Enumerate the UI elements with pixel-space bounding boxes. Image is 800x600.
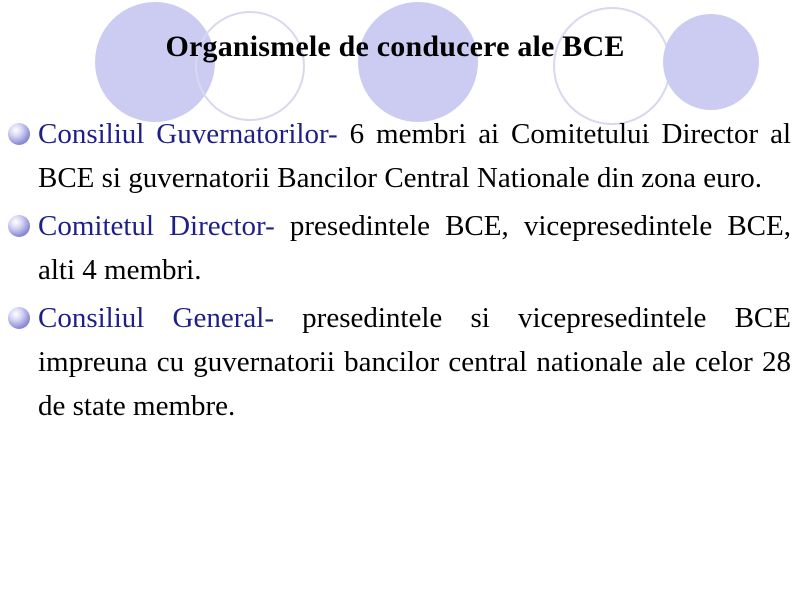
list-item <box>38 296 791 428</box>
outline-circle-decoration <box>554 8 670 124</box>
slide-title: Organismele de conducere ale BCE <box>165 30 625 63</box>
sphere-bullet-icon <box>8 215 30 237</box>
list-item <box>38 112 791 200</box>
item-term: Comitetul Director- <box>38 210 275 242</box>
list-item <box>38 204 791 292</box>
bullet-list <box>38 112 791 432</box>
item-term: Consiliul Guvernatorilor- <box>38 118 338 150</box>
sphere-bullet-icon <box>8 307 30 329</box>
item-text: presedintele si vicepresedintele BCE impreuna cu guvernatorii bancilor central nationale ale celor 28 de state membre. <box>38 302 791 422</box>
item-text: presedintele BCE, vicepresedintele BCE, alti 4 membri. <box>38 210 791 286</box>
item-term: Consiliul General- <box>38 302 274 334</box>
sphere-bullet-icon <box>8 123 30 145</box>
item-text: 6 membri ai Comitetului Director al BCE si guvernatorii Bancilor Central Nationale din zona euro. <box>38 118 792 194</box>
